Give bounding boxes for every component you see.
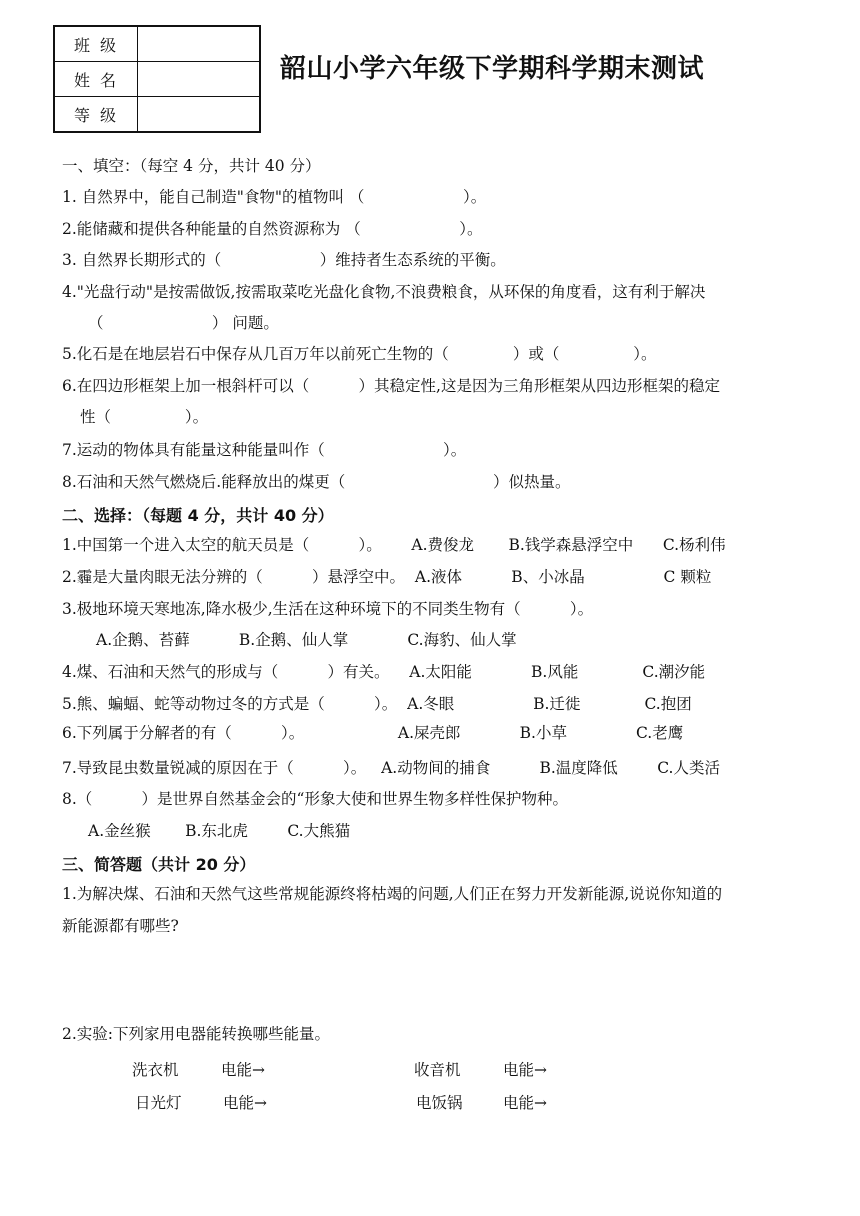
choice-question-3: 3.极地环境天寒地冻,降水极少,生活在这种环境下的不同类生物有（ ）。 bbox=[62, 600, 594, 618]
appliance-fluorescent-lamp-energy: 电能→ bbox=[223, 1094, 267, 1112]
appliance-fluorescent-lamp: 日光灯 bbox=[135, 1094, 182, 1112]
section2-heading: 二、选择：（每题 4 分，共计 40 分） bbox=[62, 506, 334, 525]
fill-question-8: 8.石油和天然气燃烧后.能释放出的煤更（ ）似热量。 bbox=[62, 473, 571, 491]
appliance-rice-cooker: 电饭锅 bbox=[416, 1094, 463, 1112]
name-label: 姓名 bbox=[54, 62, 138, 97]
name-field[interactable] bbox=[138, 62, 261, 97]
fill-question-7: 7.运动的物体具有能量这种能量叫作（ ）。 bbox=[62, 441, 467, 459]
choice-question-6: 6.下列属于分解者的有（ ）。 A.屎壳郎 B.小草 C.老鹰 bbox=[62, 724, 684, 742]
fill-question-6: 6.在四边形框架上加一根斜杆可以（ ）其稳定性,这是因为三角形框架从四边形框架的稳定 bbox=[62, 377, 720, 395]
page-title: 韶山小学六年级下学期科学期末测试 bbox=[280, 54, 705, 84]
choice-question-2: 2.霾是大量肉眼无法分辨的（ ）悬浮空中。 A.液体 B、小冰晶 C 颗粒 bbox=[62, 568, 712, 586]
student-info-table bbox=[53, 25, 261, 133]
appliance-radio: 收音机 bbox=[414, 1061, 461, 1079]
choice-question-8: 8.（ ）是世界自然基金会的“形象大使和世界生物多样性保护物种。 bbox=[62, 790, 568, 808]
choice-question-1: 1.中国第一个进入太空的航天员是（ ）。 A.费俊龙 B.钱学森悬浮空中 C.杨利伟 bbox=[62, 536, 726, 554]
choice-question-3-options: A.企鹅、苔藓 B.企鹅、仙人掌 C.海豹、仙人掌 bbox=[96, 631, 517, 649]
section3-heading: 三、简答题（共计 20 分） bbox=[62, 855, 256, 874]
appliance-washing-machine: 洗衣机 bbox=[132, 1061, 179, 1079]
short-question-1-cont: 新能源都有哪些? bbox=[62, 917, 179, 935]
choice-question-4: 4.煤、石油和天然气的形成与（ ）有关。 A.太阳能 B.风能 C.潮汐能 bbox=[62, 663, 706, 681]
fill-question-4-cont: （ ） 问题。 bbox=[88, 314, 279, 332]
choice-question-5: 5.熊、蝙蝠、蛇等动物过冬的方式是（ ）。 A.冬眼 B.迁徙 C.抱团 bbox=[62, 695, 692, 713]
fill-question-3: 3. 自然界长期形式的（ ）维持者生态系统的平衡。 bbox=[62, 251, 506, 269]
short-question-2: 2.实验:下列家用电器能转换哪些能量。 bbox=[62, 1025, 331, 1043]
fill-question-6-cont: 性（ ）。 bbox=[80, 408, 209, 426]
fill-question-5: 5.化石是在地层岩石中保存从几百万年以前死亡生物的（ ）或（ ）。 bbox=[62, 345, 657, 363]
grade-field[interactable] bbox=[138, 97, 261, 133]
fill-question-2: 2.能储藏和提供各种能量的自然资源称为 （ ）。 bbox=[62, 220, 483, 238]
fill-question-4: 4."光盘行动"是按需做饭,按需取菜吃光盘化食物,不浪费粮食，从环保的角度看，这有利于解决 bbox=[62, 283, 706, 301]
section1-heading: 一、填空：（每空 4 分，共计 40 分） bbox=[62, 157, 321, 175]
class-field[interactable] bbox=[138, 26, 261, 62]
class-label: 班级 bbox=[54, 26, 138, 62]
appliance-rice-cooker-energy: 电能→ bbox=[503, 1094, 547, 1112]
short-question-1: 1.为解决煤、石油和天然气这些常规能源终将枯竭的问题,人们正在努力开发新能源,说说你知道的 bbox=[62, 885, 723, 903]
choice-question-7: 7.导致昆虫数量锐减的原因在于（ ）。 A.动物间的捕食 B.温度降低 C.人类活 bbox=[62, 759, 720, 777]
appliance-washing-machine-energy: 电能→ bbox=[221, 1061, 265, 1079]
fill-question-1: 1. 自然界中，能自己制造"食物"的植物叫 （ ）。 bbox=[62, 188, 487, 206]
choice-question-8-options: A.金丝猴 B.东北虎 C.大熊猫 bbox=[88, 822, 351, 840]
appliance-radio-energy: 电能→ bbox=[503, 1061, 547, 1079]
grade-label: 等级 bbox=[54, 97, 138, 133]
